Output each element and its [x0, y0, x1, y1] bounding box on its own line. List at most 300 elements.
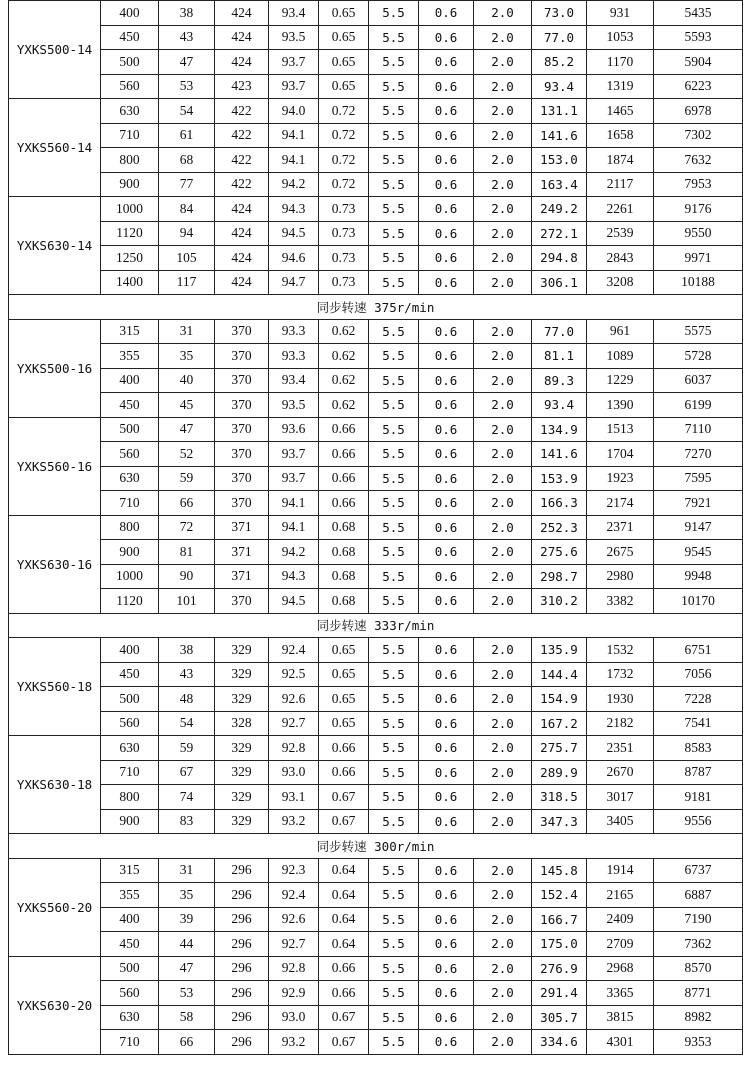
- table-cell: 1930: [587, 687, 654, 712]
- table-cell: 296: [215, 956, 269, 981]
- table-cell: 500: [101, 50, 159, 75]
- table-row: [9, 74, 743, 99]
- table-cell: 2.0: [474, 74, 532, 99]
- table-cell: 84: [159, 197, 215, 222]
- table-cell: 2.0: [474, 589, 532, 614]
- table-cell: 94.6: [269, 246, 319, 271]
- table-cell: 105: [159, 246, 215, 271]
- table-cell: 7541: [654, 711, 743, 736]
- section-header-row: [9, 613, 743, 638]
- table-cell: 93.6: [269, 417, 319, 442]
- table-cell: 0.6: [419, 785, 474, 810]
- table-cell: 0.62: [319, 393, 369, 418]
- table-cell: 0.6: [419, 368, 474, 393]
- table-cell: 0.64: [319, 858, 369, 883]
- table-cell: 370: [215, 442, 269, 467]
- table-cell: 94.1: [269, 148, 319, 173]
- table-cell: 5.5: [369, 123, 419, 148]
- table-cell: 92.7: [269, 711, 319, 736]
- table-cell: 7632: [654, 148, 743, 173]
- table-cell: 2.0: [474, 491, 532, 516]
- table-cell: 2.0: [474, 932, 532, 957]
- table-cell: 291.4: [532, 981, 587, 1006]
- table-cell: 2.0: [474, 148, 532, 173]
- table-cell: 0.6: [419, 270, 474, 295]
- table-cell: 58: [159, 1005, 215, 1030]
- table-cell: 275.7: [532, 736, 587, 761]
- table-cell: 6223: [654, 74, 743, 99]
- table-cell: 93.7: [269, 50, 319, 75]
- table-row: [9, 123, 743, 148]
- table-cell: 5.5: [369, 883, 419, 908]
- table-row: [9, 662, 743, 687]
- table-cell: 1120: [101, 221, 159, 246]
- table-cell: 0.65: [319, 25, 369, 50]
- table-cell: 5.5: [369, 662, 419, 687]
- table-cell: 2.0: [474, 760, 532, 785]
- table-cell: 7228: [654, 687, 743, 712]
- table-cell: 370: [215, 417, 269, 442]
- table-cell: 93.4: [532, 393, 587, 418]
- table-cell: 296: [215, 1030, 269, 1055]
- table-cell: 0.65: [319, 687, 369, 712]
- table-row: [9, 932, 743, 957]
- table-cell: 153.9: [532, 466, 587, 491]
- table-cell: 7056: [654, 662, 743, 687]
- table-cell: 67: [159, 760, 215, 785]
- table-cell: 47: [159, 956, 215, 981]
- table-cell: 0.67: [319, 1005, 369, 1030]
- table-cell: 2.0: [474, 25, 532, 50]
- table-cell: 900: [101, 540, 159, 565]
- table-cell: 93.5: [269, 25, 319, 50]
- table-cell: 424: [215, 50, 269, 75]
- table-cell: 1229: [587, 368, 654, 393]
- table-cell: 5.5: [369, 466, 419, 491]
- table-cell: 0.65: [319, 662, 369, 687]
- table-cell: 8570: [654, 956, 743, 981]
- table-cell: 5.5: [369, 711, 419, 736]
- table-cell: 0.67: [319, 1030, 369, 1055]
- table-cell: 44: [159, 932, 215, 957]
- table-cell: 93.2: [269, 809, 319, 834]
- table-cell: 1053: [587, 25, 654, 50]
- table-cell: 94.7: [269, 270, 319, 295]
- table-cell: 630: [101, 1005, 159, 1030]
- table-cell: 166.7: [532, 907, 587, 932]
- table-cell: 5.5: [369, 907, 419, 932]
- table-cell: 83: [159, 809, 215, 834]
- table-cell: 0.6: [419, 442, 474, 467]
- model-cell: YXKS500-14: [9, 1, 101, 99]
- table-row: [9, 638, 743, 663]
- table-row: [9, 540, 743, 565]
- table-row: [9, 1, 743, 26]
- table-cell: 94.2: [269, 540, 319, 565]
- table-cell: 0.6: [419, 589, 474, 614]
- table-cell: 7302: [654, 123, 743, 148]
- table-cell: 9550: [654, 221, 743, 246]
- table-cell: 40: [159, 368, 215, 393]
- table-cell: 560: [101, 74, 159, 99]
- table-cell: 117: [159, 270, 215, 295]
- table-cell: 1923: [587, 466, 654, 491]
- table-cell: 6737: [654, 858, 743, 883]
- table-cell: 1319: [587, 74, 654, 99]
- table-cell: 5575: [654, 319, 743, 344]
- table-cell: 0.73: [319, 221, 369, 246]
- table-cell: 94.5: [269, 589, 319, 614]
- table-cell: 39: [159, 907, 215, 932]
- table-cell: 450: [101, 662, 159, 687]
- table-cell: 54: [159, 711, 215, 736]
- table-cell: 5.5: [369, 809, 419, 834]
- table-cell: 5.5: [369, 540, 419, 565]
- table-cell: 89.3: [532, 368, 587, 393]
- table-cell: 5.5: [369, 981, 419, 1006]
- table-cell: 145.8: [532, 858, 587, 883]
- table-cell: 5.5: [369, 785, 419, 810]
- table-cell: 370: [215, 319, 269, 344]
- table-cell: 5.5: [369, 736, 419, 761]
- table-cell: 85.2: [532, 50, 587, 75]
- table-cell: 9181: [654, 785, 743, 810]
- table-cell: 2165: [587, 883, 654, 908]
- table-cell: 0.68: [319, 540, 369, 565]
- table-cell: 5.5: [369, 50, 419, 75]
- table-cell: 2.0: [474, 638, 532, 663]
- table-cell: 7110: [654, 417, 743, 442]
- table-cell: 94.1: [269, 515, 319, 540]
- table-cell: 92.6: [269, 687, 319, 712]
- table-cell: 131.1: [532, 99, 587, 124]
- table-cell: 0.72: [319, 148, 369, 173]
- table-cell: 93.1: [269, 785, 319, 810]
- table-cell: 93.0: [269, 760, 319, 785]
- table-cell: 6887: [654, 883, 743, 908]
- table-cell: 5.5: [369, 932, 419, 957]
- table-cell: 0.67: [319, 785, 369, 810]
- table-row: [9, 760, 743, 785]
- table-cell: 0.6: [419, 466, 474, 491]
- table-cell: 0.66: [319, 736, 369, 761]
- table-cell: 6978: [654, 99, 743, 124]
- table-cell: 2117: [587, 172, 654, 197]
- table-cell: 4301: [587, 1030, 654, 1055]
- table-cell: 6037: [654, 368, 743, 393]
- table-cell: 48: [159, 687, 215, 712]
- table-cell: 900: [101, 809, 159, 834]
- table-cell: 315: [101, 319, 159, 344]
- table-cell: 296: [215, 981, 269, 1006]
- table-cell: 0.66: [319, 466, 369, 491]
- table-row: [9, 785, 743, 810]
- table-cell: 3365: [587, 981, 654, 1006]
- table-cell: 68: [159, 148, 215, 173]
- table-cell: 5.5: [369, 25, 419, 50]
- table-cell: 144.4: [532, 662, 587, 687]
- table-cell: 2.0: [474, 197, 532, 222]
- section-header-row: [9, 295, 743, 320]
- table-cell: 0.6: [419, 1005, 474, 1030]
- table-cell: 6199: [654, 393, 743, 418]
- table-cell: 355: [101, 344, 159, 369]
- table-cell: 0.72: [319, 99, 369, 124]
- table-cell: 305.7: [532, 1005, 587, 1030]
- table-cell: 94.3: [269, 564, 319, 589]
- table-cell: 3208: [587, 270, 654, 295]
- table-cell: 0.6: [419, 148, 474, 173]
- table-cell: 0.6: [419, 564, 474, 589]
- table-cell: 2.0: [474, 50, 532, 75]
- table-cell: 422: [215, 172, 269, 197]
- table-cell: 94.2: [269, 172, 319, 197]
- table-cell: 1532: [587, 638, 654, 663]
- table-cell: 5.5: [369, 564, 419, 589]
- table-cell: 0.6: [419, 883, 474, 908]
- table-cell: 2.0: [474, 319, 532, 344]
- table-cell: 1704: [587, 442, 654, 467]
- table-row: [9, 687, 743, 712]
- table-cell: 298.7: [532, 564, 587, 589]
- table-cell: 296: [215, 1005, 269, 1030]
- table-cell: 141.6: [532, 442, 587, 467]
- table-cell: 560: [101, 981, 159, 1006]
- table-cell: 0.66: [319, 956, 369, 981]
- table-cell: 1390: [587, 393, 654, 418]
- table-row: [9, 564, 743, 589]
- table-cell: 2182: [587, 711, 654, 736]
- table-cell: 2.0: [474, 393, 532, 418]
- table-cell: 0.6: [419, 809, 474, 834]
- table-cell: 0.6: [419, 491, 474, 516]
- table-cell: 0.67: [319, 809, 369, 834]
- table-cell: 93.3: [269, 344, 319, 369]
- table-row: [9, 368, 743, 393]
- table-cell: 1465: [587, 99, 654, 124]
- table-cell: 9556: [654, 809, 743, 834]
- table-cell: 2.0: [474, 858, 532, 883]
- table-cell: 0.73: [319, 197, 369, 222]
- table-cell: 0.6: [419, 760, 474, 785]
- table-cell: 5.5: [369, 74, 419, 99]
- table-row: [9, 809, 743, 834]
- table-cell: 134.9: [532, 417, 587, 442]
- table-cell: 141.6: [532, 123, 587, 148]
- table-cell: 2980: [587, 564, 654, 589]
- table-cell: 92.4: [269, 638, 319, 663]
- table-cell: 101: [159, 589, 215, 614]
- table-cell: 52: [159, 442, 215, 467]
- table-cell: 59: [159, 736, 215, 761]
- table-cell: 93.0: [269, 1005, 319, 1030]
- table-cell: 2.0: [474, 809, 532, 834]
- table-cell: 450: [101, 932, 159, 957]
- table-cell: 2968: [587, 956, 654, 981]
- table-cell: 7595: [654, 466, 743, 491]
- table-cell: 1120: [101, 589, 159, 614]
- table-row: [9, 736, 743, 761]
- table-cell: 93.3: [269, 319, 319, 344]
- table-cell: 66: [159, 1030, 215, 1055]
- table-cell: 5.5: [369, 515, 419, 540]
- table-cell: 5.5: [369, 760, 419, 785]
- table-cell: 0.6: [419, 393, 474, 418]
- table-cell: 74: [159, 785, 215, 810]
- table-cell: 0.64: [319, 932, 369, 957]
- table-cell: 47: [159, 50, 215, 75]
- table-cell: 5.5: [369, 197, 419, 222]
- table-cell: 2.0: [474, 123, 532, 148]
- spec-table-body: [9, 1, 743, 1055]
- table-cell: 424: [215, 270, 269, 295]
- table-cell: 252.3: [532, 515, 587, 540]
- table-cell: 0.6: [419, 638, 474, 663]
- table-cell: 72: [159, 515, 215, 540]
- table-cell: 94.0: [269, 99, 319, 124]
- table-cell: 0.6: [419, 540, 474, 565]
- table-cell: 5.5: [369, 491, 419, 516]
- table-cell: 370: [215, 393, 269, 418]
- table-cell: 400: [101, 638, 159, 663]
- table-cell: 5.5: [369, 1030, 419, 1055]
- table-cell: 9176: [654, 197, 743, 222]
- table-cell: 9353: [654, 1030, 743, 1055]
- table-row: [9, 491, 743, 516]
- section-header-row: [9, 834, 743, 859]
- table-cell: 5.5: [369, 638, 419, 663]
- table-cell: 5435: [654, 1, 743, 26]
- table-cell: 93.4: [532, 74, 587, 99]
- table-cell: 2.0: [474, 270, 532, 295]
- table-cell: 2.0: [474, 1005, 532, 1030]
- table-cell: 0.6: [419, 736, 474, 761]
- table-cell: 93.5: [269, 393, 319, 418]
- table-cell: 2.0: [474, 442, 532, 467]
- table-cell: 0.64: [319, 883, 369, 908]
- table-cell: 2.0: [474, 172, 532, 197]
- table-cell: 3405: [587, 809, 654, 834]
- table-cell: 0.66: [319, 760, 369, 785]
- table-cell: 296: [215, 858, 269, 883]
- table-cell: 90: [159, 564, 215, 589]
- table-cell: 0.72: [319, 123, 369, 148]
- table-cell: 1513: [587, 417, 654, 442]
- table-cell: 9971: [654, 246, 743, 271]
- table-cell: 371: [215, 564, 269, 589]
- table-cell: 35: [159, 883, 215, 908]
- table-cell: 5.5: [369, 687, 419, 712]
- table-cell: 38: [159, 638, 215, 663]
- table-cell: 2409: [587, 907, 654, 932]
- table-cell: 0.6: [419, 687, 474, 712]
- table-cell: 2174: [587, 491, 654, 516]
- table-cell: 167.2: [532, 711, 587, 736]
- table-cell: 0.6: [419, 123, 474, 148]
- table-cell: 329: [215, 687, 269, 712]
- table-cell: 10188: [654, 270, 743, 295]
- table-row: [9, 270, 743, 295]
- table-row: [9, 221, 743, 246]
- table-cell: 5.5: [369, 956, 419, 981]
- table-cell: 5.5: [369, 148, 419, 173]
- table-cell: 5728: [654, 344, 743, 369]
- table-cell: 630: [101, 736, 159, 761]
- table-row: [9, 99, 743, 124]
- table-cell: 5.5: [369, 270, 419, 295]
- table-cell: 0.6: [419, 172, 474, 197]
- table-cell: 0.65: [319, 1, 369, 26]
- table-cell: 0.6: [419, 221, 474, 246]
- table-cell: 53: [159, 981, 215, 1006]
- table-cell: 2709: [587, 932, 654, 957]
- table-cell: 272.1: [532, 221, 587, 246]
- table-cell: 5.5: [369, 221, 419, 246]
- table-cell: 2.0: [474, 956, 532, 981]
- table-cell: 800: [101, 148, 159, 173]
- section-header: 同步转速 375r/min: [9, 295, 743, 320]
- table-cell: 0.65: [319, 638, 369, 663]
- table-cell: 2.0: [474, 687, 532, 712]
- table-cell: 2675: [587, 540, 654, 565]
- table-cell: 94.5: [269, 221, 319, 246]
- table-cell: 92.8: [269, 956, 319, 981]
- table-cell: 2.0: [474, 466, 532, 491]
- table-cell: 31: [159, 858, 215, 883]
- table-cell: 0.6: [419, 981, 474, 1006]
- table-cell: 93.4: [269, 1, 319, 26]
- table-cell: 2.0: [474, 515, 532, 540]
- table-cell: 400: [101, 1, 159, 26]
- table-cell: 54: [159, 99, 215, 124]
- table-cell: 2.0: [474, 785, 532, 810]
- table-cell: 2.0: [474, 564, 532, 589]
- table-cell: 59: [159, 466, 215, 491]
- table-cell: 424: [215, 246, 269, 271]
- table-cell: 2.0: [474, 540, 532, 565]
- table-cell: 0.68: [319, 515, 369, 540]
- table-cell: 2.0: [474, 1030, 532, 1055]
- table-cell: 1170: [587, 50, 654, 75]
- table-cell: 329: [215, 760, 269, 785]
- table-cell: 2371: [587, 515, 654, 540]
- model-cell: YXKS560-20: [9, 858, 101, 956]
- table-cell: 94.1: [269, 491, 319, 516]
- model-cell: YXKS560-18: [9, 638, 101, 736]
- table-cell: 289.9: [532, 760, 587, 785]
- table-cell: 0.6: [419, 932, 474, 957]
- table-cell: 0.65: [319, 711, 369, 736]
- table-cell: 93.7: [269, 442, 319, 467]
- table-cell: 500: [101, 417, 159, 442]
- table-cell: 0.6: [419, 246, 474, 271]
- table-cell: 370: [215, 368, 269, 393]
- table-row: [9, 883, 743, 908]
- table-cell: 35: [159, 344, 215, 369]
- table-cell: 294.8: [532, 246, 587, 271]
- table-cell: 1914: [587, 858, 654, 883]
- table-row: [9, 589, 743, 614]
- table-cell: 630: [101, 466, 159, 491]
- table-cell: 43: [159, 25, 215, 50]
- table-cell: 135.9: [532, 638, 587, 663]
- table-cell: 310.2: [532, 589, 587, 614]
- table-cell: 931: [587, 1, 654, 26]
- table-cell: 31: [159, 319, 215, 344]
- table-cell: 5.5: [369, 858, 419, 883]
- table-cell: 8787: [654, 760, 743, 785]
- table-cell: 5.5: [369, 1, 419, 26]
